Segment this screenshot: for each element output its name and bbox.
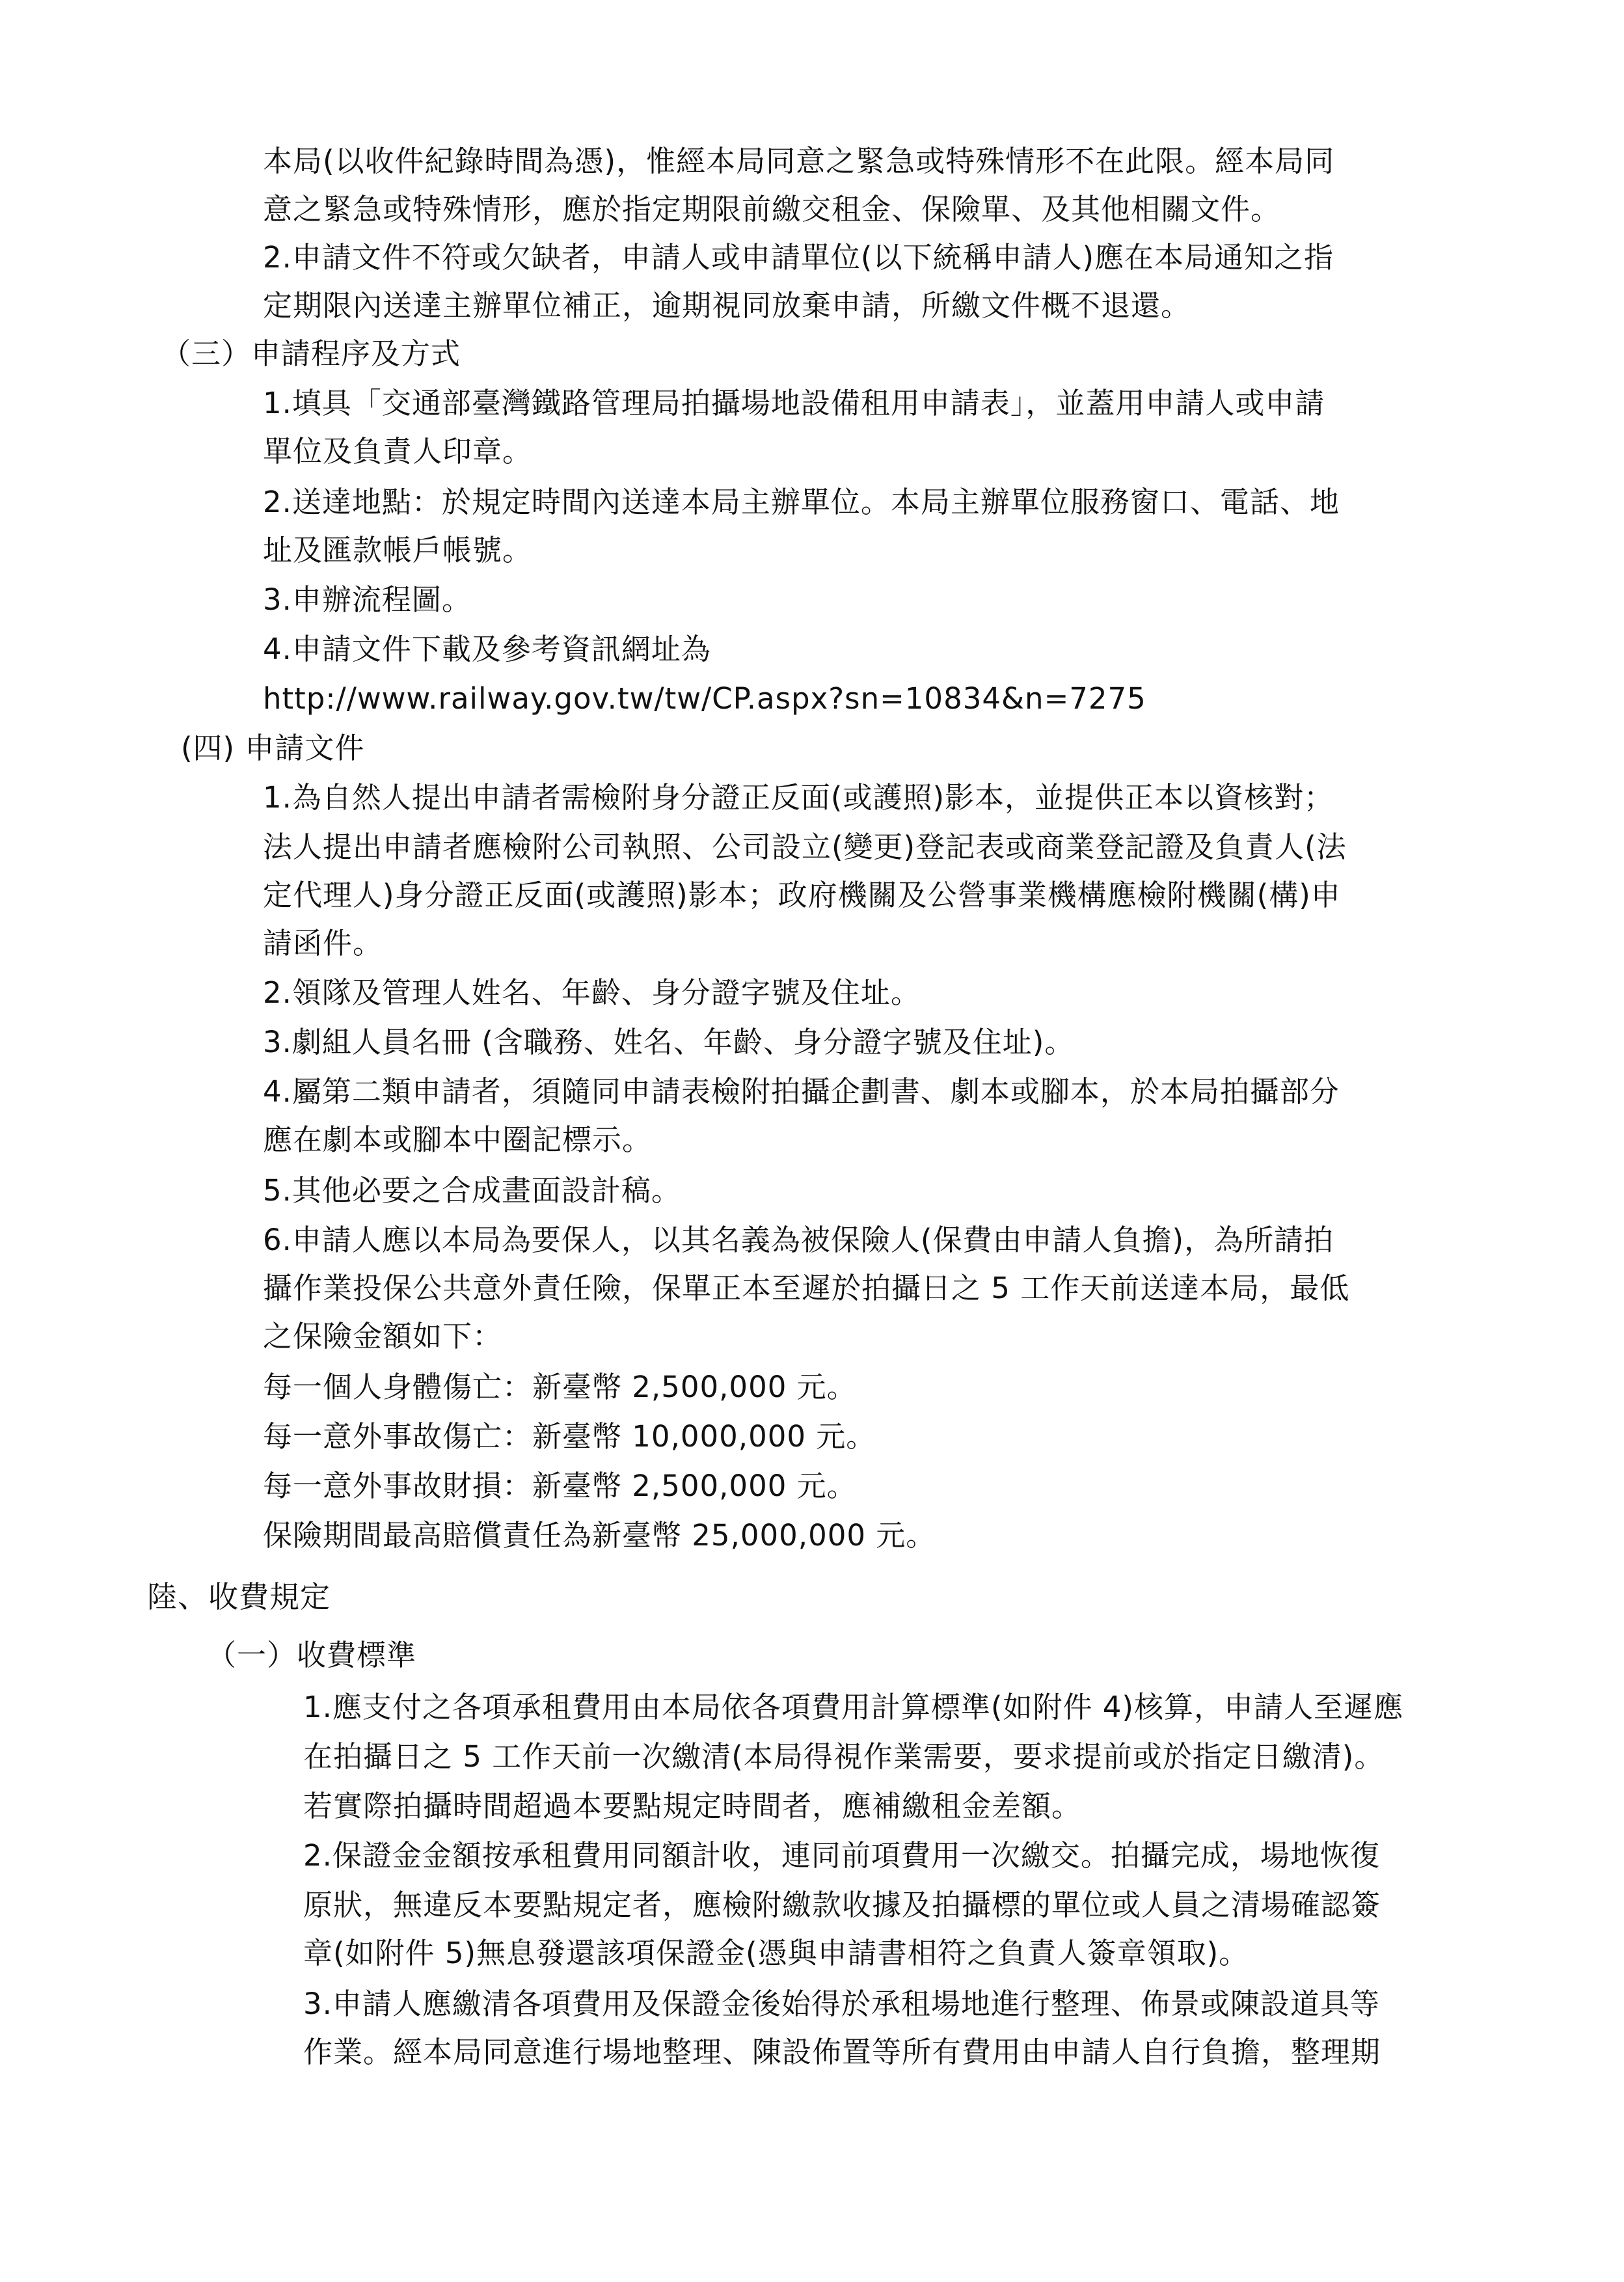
section-heading-4: (四) 申請文件 — [181, 731, 365, 765]
paragraph-line: 址及匯款帳戶帳號。 — [263, 533, 533, 567]
list-item-3: 3.劇組人員名冊 (含職務、姓名、年齡、身分證字號及住址)。 — [263, 1025, 1075, 1059]
paragraph-line: 原狀，無違反本要點規定者，應檢附繳款收據及拍攝標的單位或人員之清場確認簽 — [303, 1888, 1381, 1922]
list-item-3: 3.申辦流程圖。 — [263, 582, 472, 617]
url-text: http://www.railway.gov.tw/tw/CP.aspx?sn=10834&n=7275 — [263, 681, 1146, 716]
paragraph-line: 若實際拍攝時間超過本要點規定時間者，應補繳租金差額。 — [303, 1789, 1082, 1823]
insurance-line: 保險期間最高賠償責任為新臺幣 25,000,000 元。 — [263, 1518, 936, 1553]
paragraph-line: 作業。經本局同意進行場地整理、陳設佈置等所有費用由申請人自行負擔，整理期 — [303, 2035, 1381, 2069]
paragraph-line: 在拍攝日之 5 工作天前一次繳清(本局得視作業需要，要求提前或於指定日繳清)。 — [303, 1739, 1385, 1774]
chapter-heading: 陸、收費規定 — [147, 1579, 331, 1614]
paragraph-line: 應在劇本或腳本中圈記標示。 — [263, 1122, 653, 1157]
list-item-1: 1.填具「交通部臺灣鐵路管理局拍攝場地設備租用申請表」，並蓋用申請人或申請 — [263, 386, 1325, 420]
section-heading-1: （一）收費標準 — [207, 1638, 417, 1672]
paragraph-line: 之保險金額如下： — [263, 1319, 503, 1353]
insurance-line: 每一意外事故財損：新臺幣 2,500,000 元。 — [263, 1469, 857, 1503]
paragraph-line: 攝作業投保公共意外責任險，保單正本至遲於拍攝日之 5 工作天前送達本局，最低 — [263, 1271, 1350, 1305]
list-item-2: 2.保證金金額按承租費用同額計收，連同前項費用一次繳交。拍攝完成，場地恢復 — [303, 1838, 1380, 1873]
list-item-1: 1.應支付之各項承租費用由本局依各項費用計算標準(如附件 4)核算，申請人至遲應 — [303, 1690, 1403, 1724]
list-item-6: 6.申請人應以本局為要保人，以其名義為被保險人(保費由申請人負擔)，為所請拍 — [263, 1223, 1334, 1257]
paragraph-line: 請函件。 — [263, 926, 383, 960]
paragraph-line: 定期限內送達主辦單位補正，逾期視同放棄申請，所繳文件概不退還。 — [263, 288, 1191, 323]
paragraph-line: 單位及負責人印章。 — [263, 434, 533, 469]
list-item-2: 2.送達地點：於規定時間內送達本局主辦單位。本局主辦單位服務窗口、電話、地 — [263, 485, 1340, 519]
section-heading-3: （三）申請程序及方式 — [161, 336, 461, 371]
list-item-4: 4.申請文件下載及參考資訊網址為 — [263, 632, 711, 666]
paragraph-line: 意之緊急或特殊情形，應於指定期限前繳交租金、保險單、及其他相關文件。 — [263, 192, 1281, 226]
insurance-line: 每一個人身體傷亡：新臺幣 2,500,000 元。 — [263, 1370, 857, 1404]
paragraph-line: 法人提出申請者應檢附公司執照、公司設立(變更)登記表或商業登記證及負責人(法 — [263, 830, 1347, 864]
paragraph-line: 章(如附件 5)無息發還該項保證金(憑與申請書相符之負責人簽章領取)。 — [303, 1936, 1249, 1970]
list-item-2: 2.領隊及管理人姓名、年齡、身分證字號及住址。 — [263, 975, 921, 1010]
list-item-5: 5.其他必要之合成畫面設計稿。 — [263, 1173, 681, 1208]
list-item-1: 1.為自然人提出申請者需檢附身分證正反面(或護照)影本，並提供正本以資核對； — [263, 780, 1334, 815]
paragraph-line: 定代理人)身分證正反面(或護照)影本；政府機關及公營事業機構應檢附機關(構)申 — [263, 878, 1341, 912]
insurance-line: 每一意外事故傷亡：新臺幣 10,000,000 元。 — [263, 1419, 876, 1454]
list-item-2: 2.申請文件不符或欠缺者，申請人或申請單位(以下統稱申請人)應在本局通知之指 — [263, 240, 1334, 275]
paragraph-line: 本局(以收件紀錄時間為憑)，惟經本局同意之緊急或特殊情形不在此限。經本局同 — [263, 144, 1335, 178]
list-item-3: 3.申請人應繳清各項費用及保證金後始得於承租場地進行整理、佈景或陳設道具等 — [303, 1987, 1380, 2021]
list-item-4: 4.屬第二類申請者，須隨同申請表檢附拍攝企劃書、劇本或腳本，於本局拍攝部分 — [263, 1074, 1340, 1109]
